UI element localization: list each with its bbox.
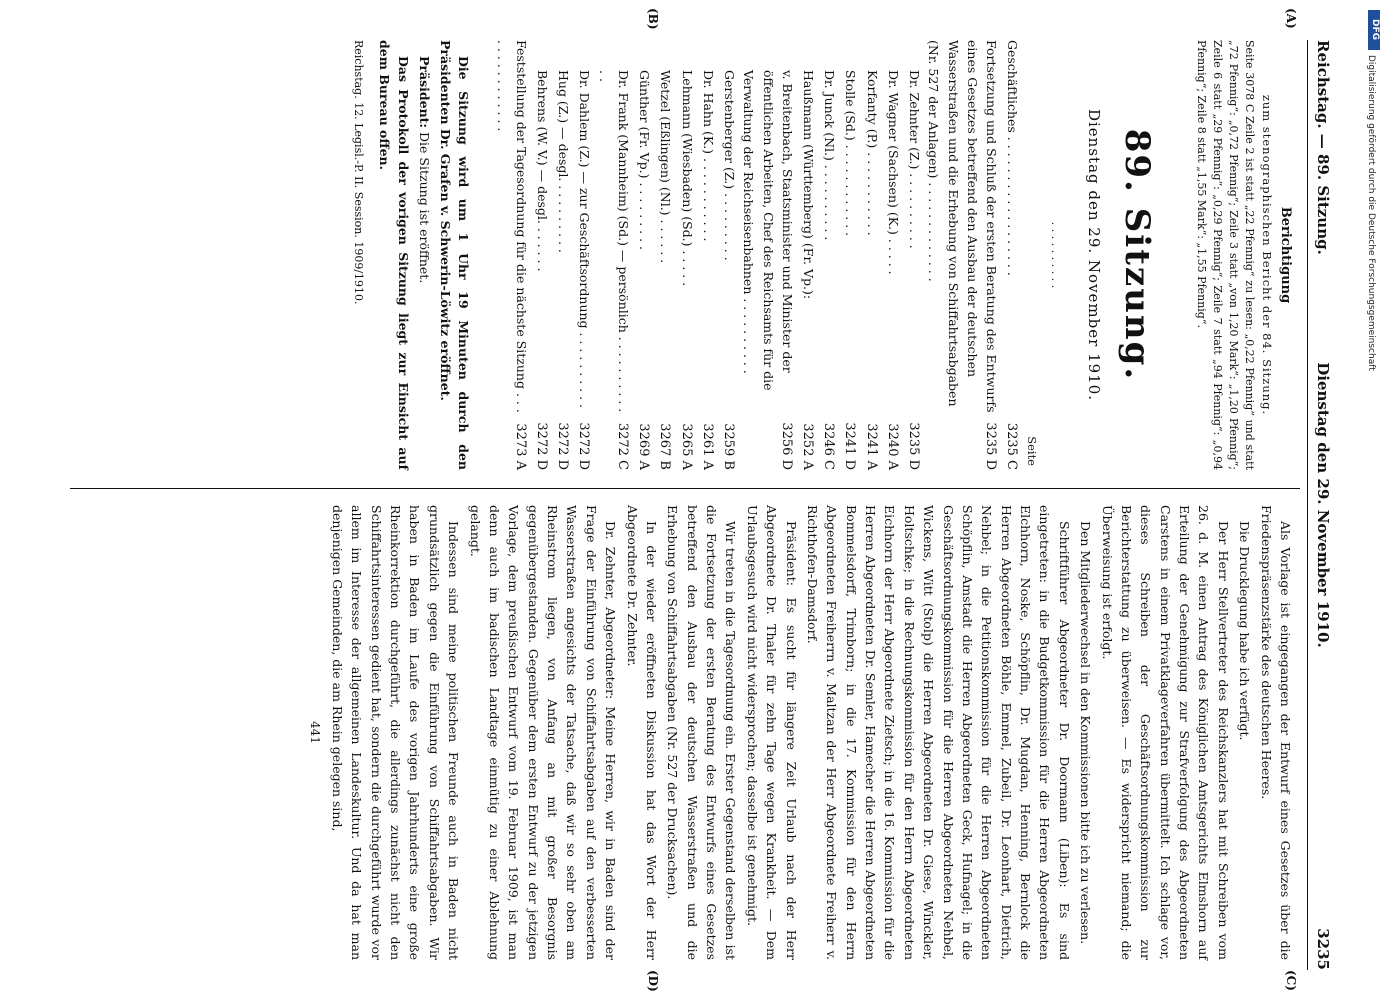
session-date: Dienstag den 29. November 1910. — [1084, 108, 1103, 402]
toc-entry-text: Geschäftliches . . . . . . . . . . . . . . . . . . — [1005, 40, 1021, 276]
right-paragraph: Der Herr Stellvertreter des Reichskanzlers hat mit Schreiben vom 26. d. M. einen Antrag des Königlichen Amtsgerichts Elmshorn auf Erteilung der Genehmigung zur Strafverfolgung des Abgeordneten Carstens in einem Privatklageverfahren übermittelt. Ich schlage vor, dieses Schreiben der Geschäftsordnungskommission zur Berichterstattung zu überweisen. — Es widerspricht niemand; die Überweisung ist erfolgt. — [1099, 505, 1231, 960]
header-center: Dienstag den 29. November 1910. — [1314, 362, 1332, 648]
toc-entry-page: 3265 A — [678, 423, 694, 470]
right-paragraph: Wir treten in die Tagesordnung ein. Erster Gegenstand derselben ist die Fortsetzung der ersten Beratung des Entwurfs eines Gesetzes betreffend den Ausbau der deutschen Wasserstraßen und die Erhebung von Schiffahrtsabgaben (Nr. 527 der Drucksachen). — [665, 505, 739, 960]
toc-entry-page: 3252 A — [800, 423, 816, 470]
toc-entry-page: 3269 A — [636, 423, 652, 470]
dots-separator: · · · · · · · · · · — [1046, 221, 1060, 289]
toc-entry-text: Gerstenberger (Z.) . . . . . . . . . — [721, 70, 737, 261]
toc-entry-text: Fortsetzung und Schluß der ersten Beratung des Entwurfs eines Gesetzes betreffend den Ausbau der deutschen Wasserstraßen und die Erhebung von Schiffahrtsabgaben (Nr. 527 der Anlagen) . . . . . . . . . . . . . — [926, 40, 1000, 413]
toc-entry-page: 3261 A — [699, 423, 715, 470]
toc-row — [633, 40, 654, 470]
toc-row — [924, 40, 1002, 470]
toc-entry-text: Dr. Zehnter (Z.) . . . . . . . . . . — [906, 70, 922, 249]
right-paragraph: Die Drucklegung habe ich verfügt. — [1237, 521, 1253, 741]
toc-row — [797, 40, 818, 470]
table-of-contents — [492, 40, 1022, 470]
toc-row — [573, 40, 594, 470]
toc-entry-page: 3240 A — [884, 423, 900, 470]
dfg-badge: DFG — [1368, 10, 1380, 50]
opening-paragraph — [375, 40, 473, 470]
margin-marker-d: (D) — [646, 970, 660, 992]
header-page-number: 3235 — [1314, 928, 1332, 970]
right-paragraph: Als Vorlage ist eingegangen der Entwurf eines Gesetzes über die Friedenspräsenzstärke des deutschen Heeres. — [1258, 505, 1293, 960]
toc-row — [594, 40, 633, 470]
toc-row — [1001, 40, 1022, 470]
toc-entry-text: Günther (Fr. Vp.) . . . . . . . . . — [637, 70, 653, 251]
toc-entry-page: 3272 C — [615, 422, 631, 470]
right-foot-number: 441 — [307, 721, 322, 744]
toc-row — [531, 40, 552, 470]
left-column — [60, 40, 1295, 470]
toc-entry-text: Dr. Wagner (Sachsen) (K.) . . . . . — [885, 70, 901, 275]
toc-row — [882, 40, 903, 470]
toc-row — [818, 40, 839, 470]
header-rule — [1307, 40, 1308, 970]
toc-entry-page: 3235 D — [983, 422, 999, 470]
footer-left: Reichstag. 12. Legisl.-P. II. Session. 1909/1910. — [351, 40, 365, 305]
toc-entry-page: 3272 D — [534, 422, 550, 470]
toc-entry-page: 3241 D — [842, 422, 858, 470]
toc-entry-text: v. Breitenbach, Staatsminister und Minister der öffentlichen Arbeiten, Chef des Reichsamts für die Verwaltung der Reichseisenbahnen . . . . . . . . . . — [741, 70, 796, 391]
toc-entry-page: 3235 C — [1004, 422, 1020, 470]
toc-entry-text: Lehmann (Wiesbaden) (Sd.) . . . . . — [679, 70, 695, 287]
toc-row — [839, 40, 860, 470]
berichtigung-title: Berichtigung — [1278, 206, 1293, 304]
toc-entry-text: Stolle (Sd.) . . . . . . . . . . . . — [843, 70, 859, 237]
right-paragraph: Dr. Zehnter, Abgeordneter: Meine Herren, wir in Baden sind der Frage der Einführung von Schiffahrtsabgaben auf den verbesserten Wasserstraßen angesichts der Tatsache, daß wir so sehr oben am Rheinstrom liegen, von Anfang an mit großer Besorgnis gegenübergestanden. Gegenüber dem ersten Entwurf zu der jetzigen Vorlage, dem preußischen Entwurf vom 19. Februar 1909, ist man denn auch im badischen Landtage einmütig zu einer Ablehnung gelangt. — [467, 505, 619, 960]
toc-entry-page: 3273 A — [513, 423, 529, 470]
right-paragraph: Den Mitgliederwechsel in den Kommissionen bitte ich zu verlesen. — [1078, 521, 1094, 945]
page-header — [1310, 40, 1332, 970]
opening-text: Die Sitzung wird um 1 Uhr 19 Minuten durch den Präsidenten Dr. Grafen v. Schwerin-Löwitz eröffnet. — [437, 40, 472, 470]
toc-entry-text: Feststellung der Tagesordnung für die nächste Sitzung . . . . . . . . . . . . . . . — [494, 40, 530, 413]
column-rule — [70, 488, 1300, 489]
right-paragraphs — [328, 505, 1295, 960]
toc-entry-text: Wetzel (Eßlingen) (Nl.) . . . . . . — [658, 70, 674, 264]
left-footer — [349, 40, 366, 470]
toc-row — [718, 40, 739, 470]
toc-entry-page: 3246 C — [821, 422, 837, 470]
right-paragraph: Schriftführer Abgeordneter Dr. Doormann (Liben): Es sind eingetreten: in die Budgetkommission für die Herren Abgeordneten Elchhorn, Noske, Schöpflin, Dr. Mugdan, Henning, Bernlock die Herren Abgeordneten Böhle, Emmel, Zubeil, Dr. Leonhart, Dietrich, Nehbel; in die Petitionskommission für die Herren Abgeordneten Schöpflin, Amstadt die Herren Abgeordneten Geck, Hufnagel; in die Geschäftsordnungskommission für die Herren Abgeordneten Nehbel, Wickens, Witt (Stolp) die Herren Abgeordneten Dr. Giese, Winckler, Holtschke; in die Rechnungskommission für den Herrn Abgeordneten Eichhorn der Herr Abgeordnete Zietsch; in die 16. Kommission für die Herren Abgeordneten Dr. Semler, Hamecher die Herren Abgeordneten Bommelsdorff, Trimborn; in die 17. Kommission für den Herrn Abgeordneten Freiherrn v. Maltzan der Herr Abgeordnete Freiherr v. Richthofen-Damsdorf. — [805, 505, 1072, 960]
scanned-page — [40, 0, 1350, 1000]
president-text: Die Sitzung ist eröffnet. — [416, 132, 432, 284]
right-paragraph: Indessen sind meine politischen Freunde auch in Baden nicht grundsätzlich gegen die Einführung von Schiffahrtsabgaben. Wir haben in Baden im Laufe des vorigen Jahrhunderts eine große Rheinkorrektion durchgeführt, die allerdings zunächst nicht den Schiffahrtsinteressen gedient hat, sondern die durchgeführt wurde vor allem im Interesse der allgemeinen Landeskultur. Und da hat man denjenigen Gemeinden, die am Rhein gelegen sind, — [330, 505, 462, 960]
margin-marker-c: (C) — [1284, 970, 1298, 991]
toc-entry-text: Haußmann (Württemberg) (Fr. Vp.): — [801, 70, 817, 300]
toc-entry-text: Korfanty (P.) . . . . . . . . . . . — [864, 70, 880, 236]
toc-entry-text: Dr. Frank (Mannheim) (Sd.) — persönlich . . . . . . . . . . . . — [596, 70, 632, 413]
toc-row — [675, 40, 696, 470]
session-title: 89. Sitzung. — [1117, 128, 1158, 382]
toc-entry-text: Hug (Z.) — desgl. . . . . . . . . . — [556, 70, 572, 253]
right-paragraph: In der wieder eröffneten Diskussion hat das Wort der Herr Abgeordnete Dr. Zehnter. — [624, 505, 659, 960]
toc-seite-label: Seite — [1025, 436, 1040, 466]
toc-entry-page: 3272 D — [555, 422, 571, 470]
right-column — [60, 505, 1295, 960]
toc-entry-page: 3272 D — [576, 422, 592, 470]
toc-row — [903, 40, 924, 470]
toc-entry-page: 3235 D — [905, 422, 921, 470]
toc-row — [739, 40, 797, 470]
president-label: Präsident: — [416, 56, 432, 129]
right-paragraph: Präsident: Es sucht für längere Zeit Urlaub nach der Herr Abgeordnete Dr. Thaler für zehn Tage wegen Krankheit. — Dem Urlaubsgesuch wird nicht widersprochen; dasselbe ist genehmigt. — [744, 505, 799, 960]
protokoll-text: Das Protokoll der vorigen Sitzung liegt zur Einsicht auf dem Bureau offen. — [377, 40, 412, 470]
header-left: Reichstag. — 89. Sitzung. — [1314, 40, 1332, 255]
toc-row — [860, 40, 881, 470]
toc-entry-text: Behrens (W. V.) — desgl. . . . . . . — [535, 70, 551, 272]
margin-marker-a: (A) — [1284, 8, 1298, 29]
berichtigung-subtitle: zum stenographischen Bericht der 84. Sitzung. — [1259, 94, 1274, 416]
toc-row — [654, 40, 675, 470]
toc-row — [492, 40, 531, 470]
toc-entry-page: 3267 B — [657, 423, 673, 470]
toc-entry-text: Dr. Junck (Nl.) . . . . . . . . . . — [822, 70, 838, 241]
dfg-credit-text: Digitalisierung gefördert durch die Deutsche Forschungsgemeinschaft — [1366, 55, 1376, 371]
toc-entry-text: Dr. Hahn (K.) . . . . . . . . . . . — [700, 70, 716, 242]
toc-row — [552, 40, 573, 470]
margin-marker-b: (B) — [646, 8, 660, 30]
toc-entry-page: 3241 A — [863, 423, 879, 470]
toc-entry-page: 3256 D — [779, 422, 795, 470]
toc-entry-page: 3259 B — [720, 423, 736, 470]
berichtigung-text: Seite 3078 C Zeile 2 ist statt „22 Pfennig“ zu lesen: „0,22 Pfennig“ und statt „72 Pfennig“: „0,72 Pfennig“; Zeile 3 statt „von 1,20 Mark“: „1,20 Pfennig“; Zeile 6 statt „29 Pfennig“: „0,29 Pfennig“; Zeile 7 statt „94 Pfennig“: „0,94 Pfennig“; Zeile 8 statt „1,55 Mark“: „1,55 Pfennig“. — [1195, 40, 1257, 470]
toc-row — [697, 40, 718, 470]
toc-entry-text: Dr. Dahlem (Z.) — zur Geschäftsordnung . . . . . . . . . . — [577, 70, 593, 409]
